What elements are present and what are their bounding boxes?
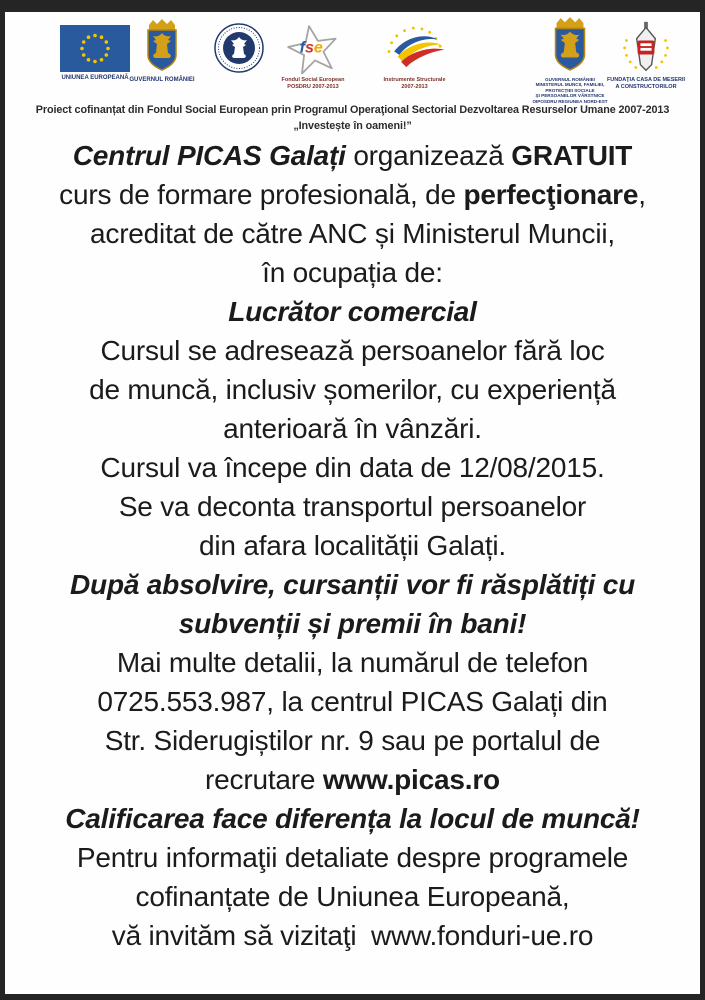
- transport-line-2: din afara localității Galați.: [198, 530, 507, 561]
- reward-line-2: subvenții și premii în bani!: [178, 608, 527, 639]
- start-date-line: Cursul va începe din data de 12/08/2015.: [100, 452, 605, 483]
- reward-line-1: După absolvire, cursanții vor fi răsplătiți cu: [70, 569, 635, 600]
- fonduri-ue-url: www.fonduri-ue.ro: [370, 920, 594, 951]
- gratuit-emphasis: GRATUIT: [511, 140, 633, 171]
- caption-line: Fondul Social European: [281, 77, 345, 83]
- audience-line-2: de muncă, inclusiv șomerilor, cu experiență: [89, 374, 616, 405]
- caption-line: 2007-2013: [401, 83, 428, 90]
- project-statement: [5, 102, 700, 136]
- headline: [5, 136, 700, 175]
- structural-instruments-logo: [371, 22, 459, 74]
- accreditation-line: acreditat de către ANC și Ministerul Muncii,: [90, 218, 615, 249]
- picas-url: www.picas.ro: [322, 764, 500, 795]
- perfectionare-emphasis: perfecţionare: [463, 179, 639, 210]
- course-type-line: [5, 175, 700, 214]
- text-segment: recrutare: [205, 764, 323, 795]
- cmc-foundation-logo: [616, 20, 676, 74]
- caption-line: POSDRU 2007-2013: [287, 83, 339, 90]
- eu-info-line-2: cofinanțate de Uniunea Europeană,: [135, 881, 570, 912]
- occupation-intro-line: în ocupația de:: [262, 257, 443, 288]
- eu-info-line-1: Pentru informaţii detaliate despre programele: [76, 842, 629, 873]
- fse-block: [263, 24, 363, 90]
- caption-line: GUVERNUL ROMÂNIEI: [545, 77, 595, 82]
- occupation-title: Lucrător comercial: [228, 296, 477, 327]
- text-segment: curs de formare profesională, de: [59, 179, 464, 210]
- contact-line-2: 0725.553.987, la centrul PICAS Galați din: [97, 686, 608, 717]
- logo-strip: [5, 12, 700, 102]
- cmc-foundation-block: [590, 20, 702, 90]
- eu-flag-logo: [60, 22, 130, 72]
- transport-line-1: Se va deconta transportul persoanelor: [118, 491, 587, 522]
- ministry-of-labor-logo: [548, 14, 592, 74]
- portal-line: [5, 760, 700, 799]
- project-statement-line1: Proiect cofinanțat din Fondul Social European prin Programul Operaţional Sectorial Dezvoltarea Resurselor Umane 2007-2013: [35, 104, 670, 116]
- audience-line-3: anterioară în vânzări.: [223, 413, 482, 444]
- caption-line: A CONSTRUCTORILOR: [615, 83, 677, 90]
- organizer-name: Centrul PICAS Galați: [72, 140, 346, 171]
- logo-caption: UNIUNEA EUROPEANĂ: [61, 75, 129, 81]
- structural-instruments-block: [357, 22, 472, 90]
- caption-line: FUNDAŢIA CASA DE MESERII: [606, 77, 686, 83]
- flyer-body: [5, 136, 700, 955]
- romanian-government-logo: [141, 16, 183, 74]
- text-segment: vă invităm să vizitaţi: [111, 920, 364, 951]
- logo-caption: [282, 77, 345, 90]
- text-segment: ,: [638, 179, 646, 210]
- audience-line-1: Cursul se adresează persoanelor fără loc: [100, 335, 605, 366]
- caption-line: ŞI PERSOANELOR VÂRSTNICE: [535, 93, 605, 99]
- contact-line-3: Str. Siderugiștilor nr. 9 sau pe portalul de: [104, 725, 601, 756]
- eu-portal-line: [5, 916, 700, 955]
- slogan-line: Calificarea face diferența la locul de muncă!: [65, 803, 640, 834]
- logo-caption: [383, 77, 445, 90]
- project-statement-line2: „Investește în oameni!”: [293, 120, 412, 132]
- contact-line-1: Mai multe detalii, la numărul de telefon: [116, 647, 589, 678]
- text-segment: organizează: [345, 140, 512, 171]
- caption-line: PROTECŢIEI SOCIALE: [545, 87, 595, 93]
- logo-caption: GUVERNUL ROMÂNIEI: [129, 77, 195, 83]
- fse-logo: [285, 24, 341, 74]
- caption-line: MINISTERUL MUNCII, FAMILIEI,: [535, 82, 605, 88]
- government-block: [127, 16, 197, 84]
- logo-caption: [607, 77, 685, 90]
- caption-line: OIPOSDRU REGIUNEA NORD-EST: [532, 98, 608, 104]
- svg-text:fse: fse: [299, 38, 323, 57]
- government-seal-logo: [213, 20, 265, 74]
- caption-line: Instrumente Structurale: [383, 77, 446, 83]
